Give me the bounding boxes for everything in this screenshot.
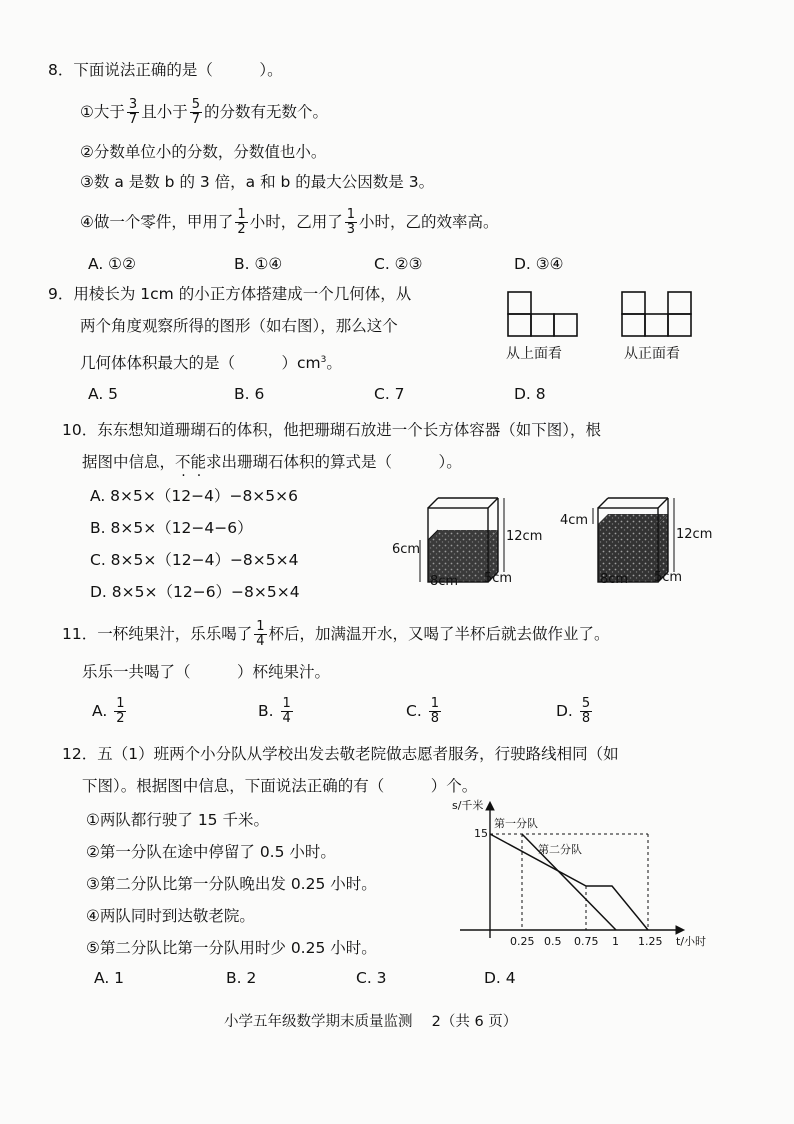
fraction: $\frac{3}{7}$	[128, 97, 138, 127]
q12-graph-series1-label: 第一分队	[494, 817, 538, 830]
q12-graph-xtick: 0.5	[544, 935, 562, 948]
q12-graph-ylabel: s/千米	[452, 799, 484, 812]
q10-option-d[interactable]: D. 8×5×（12−6）−8×5×4	[90, 583, 300, 601]
q12-statement-1: ①两队都行驶了 15 千米。	[86, 811, 269, 829]
q8-option-c[interactable]: C. ②③	[374, 255, 423, 273]
q11-option-c[interactable]: C. $\frac{1}{8}$	[406, 696, 439, 726]
q10-line-2: 据图中信息，不能求出珊瑚石体积的算式是（ ）。	[82, 453, 462, 471]
page-footer: 小学五年级数学期末质量监测 2（共 6 页）	[224, 1014, 518, 1030]
q12-graph-xtick: 0.75	[574, 935, 599, 948]
q11-option-a[interactable]: A. $\frac{1}{2}$	[92, 696, 125, 726]
q10-line-1: 10．东东想知道珊瑚石的体积，他把珊瑚石放进一个长方体容器（如下图），根	[62, 421, 601, 439]
q8-option-a[interactable]: A. ①②	[88, 255, 136, 273]
q11-option-b[interactable]: B. $\frac{1}{4}$	[258, 696, 291, 726]
q9-view-front-figure	[620, 290, 696, 338]
fraction: $\frac{1}{4}$	[256, 619, 265, 649]
fraction: $\frac{1}{2}$	[237, 207, 246, 237]
q12-option-d[interactable]: D. 4	[484, 969, 516, 987]
fraction: $\frac{5}{7}$	[191, 97, 200, 127]
q12-option-c[interactable]: C. 3	[356, 969, 387, 987]
q12-statement-2: ②第一分队在途中停留了 0.5 小时。	[86, 843, 336, 861]
q12-option-b[interactable]: B. 2	[226, 969, 257, 987]
q10-fig1-water: 6cm	[392, 542, 421, 557]
q12-graph-xtick: 1	[612, 935, 619, 948]
q12-statement-5: ⑤第二分队比第一分队用时少 0.25 小时。	[86, 939, 377, 957]
q12-graph-xtick: 0.25	[510, 935, 535, 948]
q10-fig1-width: 5cm	[484, 571, 513, 586]
q9-option-b[interactable]: B. 6	[234, 385, 265, 403]
q12-option-a[interactable]: A. 1	[94, 969, 125, 987]
q12-graph-xlabel: t/小时	[676, 935, 707, 948]
q8-statement-4: ④做一个零件，甲用了 $\frac{1}{2}$ 小时，乙用了 $\frac{1}{3}$ 小时，乙的效率高。	[80, 207, 499, 237]
q8-statement-3: ③数 a 是数 b 的 3 倍，a 和 b 的最大公因数是 3。	[80, 173, 435, 191]
q10-fig1-height: 12cm	[506, 529, 543, 544]
q9-option-d[interactable]: D. 8	[514, 385, 546, 403]
q8-statement-1: ①大于 $\frac{3}{7}$ 且小于 $\frac{5}{7}$ 的分数有无数个。	[80, 97, 328, 127]
q9-line-3: 几何体体积最大的是（ ）$cm^3$。	[80, 354, 342, 373]
q8-option-b[interactable]: B. ①④	[234, 255, 283, 273]
q12-graph-series2-label: 第二分队	[538, 843, 582, 856]
q12-graph-xtick: 1.25	[638, 935, 663, 948]
q10-fig2-gap: 4cm	[560, 513, 589, 528]
q10-fig2-height: 12cm	[676, 527, 713, 542]
q12-graph-ytick: 15	[474, 827, 488, 840]
q11-line-2: 乐乐一共喝了（ ）杯纯果汁。	[82, 663, 331, 681]
q11-option-d[interactable]: D. $\frac{5}{8}$	[556, 696, 591, 726]
q9-view-front-label: 从正面看	[624, 346, 680, 362]
q9-line-2: 两个角度观察所得的图形（如右图），那么这个	[80, 317, 398, 335]
q12-statement-3: ③第二分队比第一分队晚出发 0.25 小时。	[86, 875, 377, 893]
q11-line-1: 11．一杯纯果汁，乐乐喝了 $\frac{1}{4}$ 杯后，加满温开水，又喝了半杯后就去做作业了。	[62, 619, 610, 649]
q9-line-1: 9．用棱长为 1cm 的小正方体搭建成一个几何体，从	[48, 285, 412, 303]
q10-option-a[interactable]: A. 8×5×（12−4）−8×5×6	[90, 487, 299, 505]
q9-view-top-label: 从上面看	[506, 346, 562, 362]
q10-option-c[interactable]: C. 8×5×（12−4）−8×5×4	[90, 551, 299, 569]
q8-stem: 8．下面说法正确的是（ ）。	[48, 61, 283, 79]
q10-fig2-length: 8cm	[600, 572, 629, 587]
q9-view-top-figure	[506, 290, 582, 338]
q12-distance-time-graph	[448, 798, 716, 948]
q9-option-a[interactable]: A. 5	[88, 385, 119, 403]
q10-fig2-width: 5cm	[654, 570, 683, 585]
q12-line-2: 下图）。根据图中信息，下面说法正确的有（ ）个。	[82, 777, 478, 795]
fraction: $\frac{1}{3}$	[346, 207, 355, 237]
q8-statement-2: ②分数单位小的分数，分数值也小。	[80, 143, 327, 161]
q10-fig1-length: 8cm	[430, 574, 459, 589]
q12-line-1: 12．五（1）班两个小分队从学校出发去敬老院做志愿者服务，行驶路线相同（如	[62, 745, 619, 763]
q10-option-b[interactable]: B. 8×5×（12−4−6）	[90, 519, 253, 537]
q12-statement-4: ④两队同时到达敬老院。	[86, 907, 255, 925]
q9-option-c[interactable]: C. 7	[374, 385, 405, 403]
q8-option-d[interactable]: D. ③④	[514, 255, 564, 273]
